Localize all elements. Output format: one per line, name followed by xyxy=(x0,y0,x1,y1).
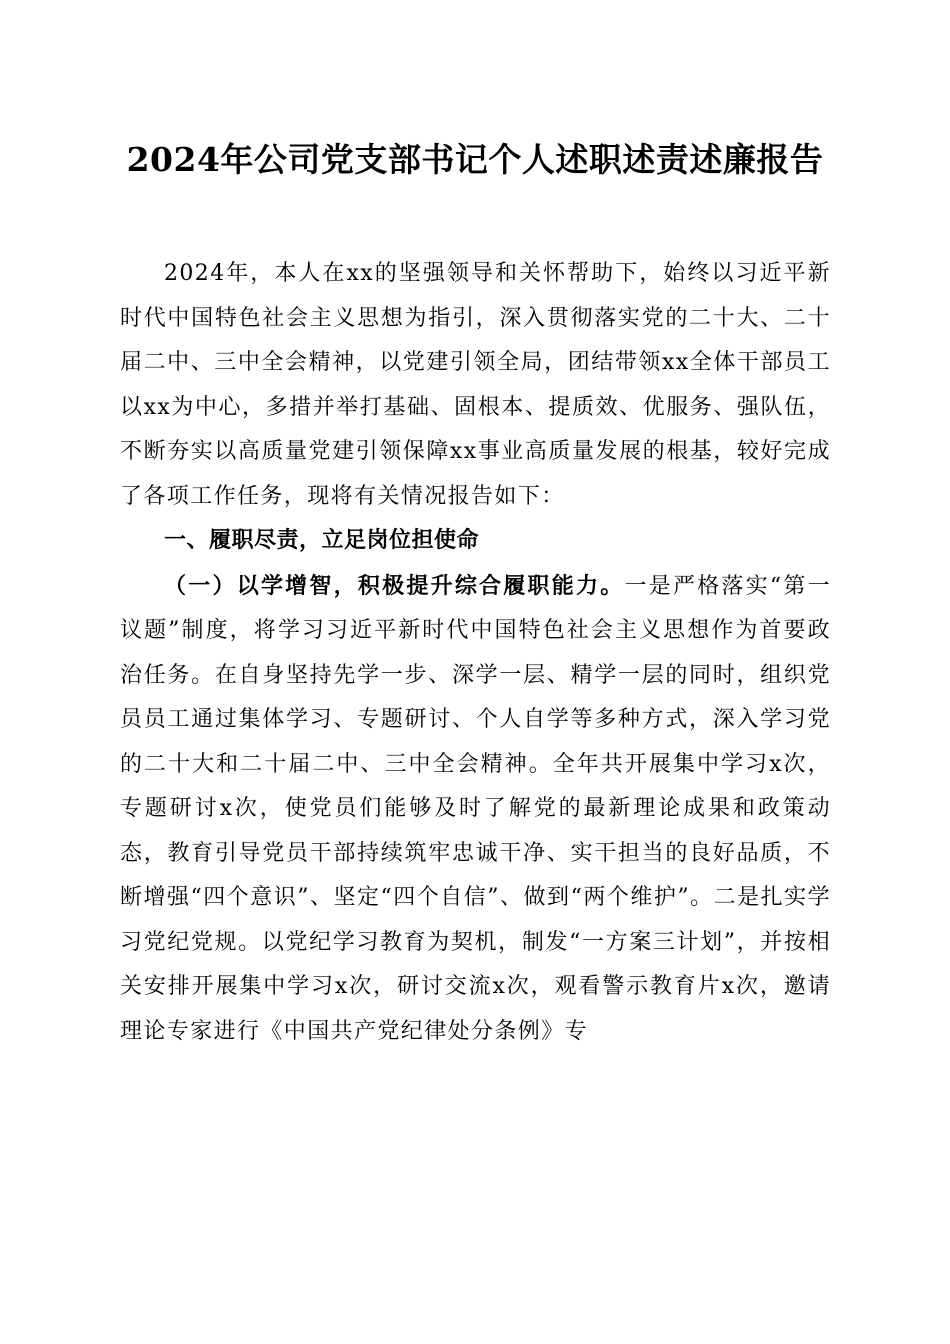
document-title: 2024年公司党支部书记个人述职述责述廉报告 xyxy=(126,140,824,179)
subsection-paragraph xyxy=(120,564,831,1055)
document-body xyxy=(120,252,831,1054)
subsection-heading: （一）以学增智，积极提升综合履职能力。 xyxy=(164,572,625,599)
section-heading: 一、履职尽责，立足岗位担使命 xyxy=(164,528,480,553)
intro-paragraph: 2024年，本人在xx的坚强领导和关怀帮助下，始终以习近平新时代中国特色社会主义思想为指引，深入贯彻落实党的二十大、二十届二中、三中全会精神，以党建引领全局，团结带领xx全体干部员工以xx为中心，多措并举打基础、固根本、提质效、优服务、强队伍，不断夯实以高质量党建引领保障xx事业高质量发展的根基，较好完成了各项工作任务，现将有关情况报告如下： xyxy=(120,261,831,509)
subsection-body: 一是严格落实“第一议题”制度，将学习习近平新时代中国特色社会主义思想作为首要政治任务。在自身坚持先学一步、深学一层、精学一层的同时，组织党员员工通过集体学习、专题研讨、个人自学等多种方式，深入学习党的二十大和二十届二中、三中全会精神。全年共开展集中学习x次，专题研讨x次，使党员们能够及时了解党的最新理论成果和政策动态，教育引导党员干部持续筑牢忠诚干净、实干担当的良好品质，不断增强“四个意识”、坚定“四个自信”、做到“两个维护”。二是扎实学习党纪党规。以党纪学习教育为契机，制发“一方案三计划”，并按相关安排开展集中学习x次，研讨交流x次，观看警示教育片x次，邀请理论专家进行《中国共产党纪律处分条例》专 xyxy=(120,573,831,1044)
